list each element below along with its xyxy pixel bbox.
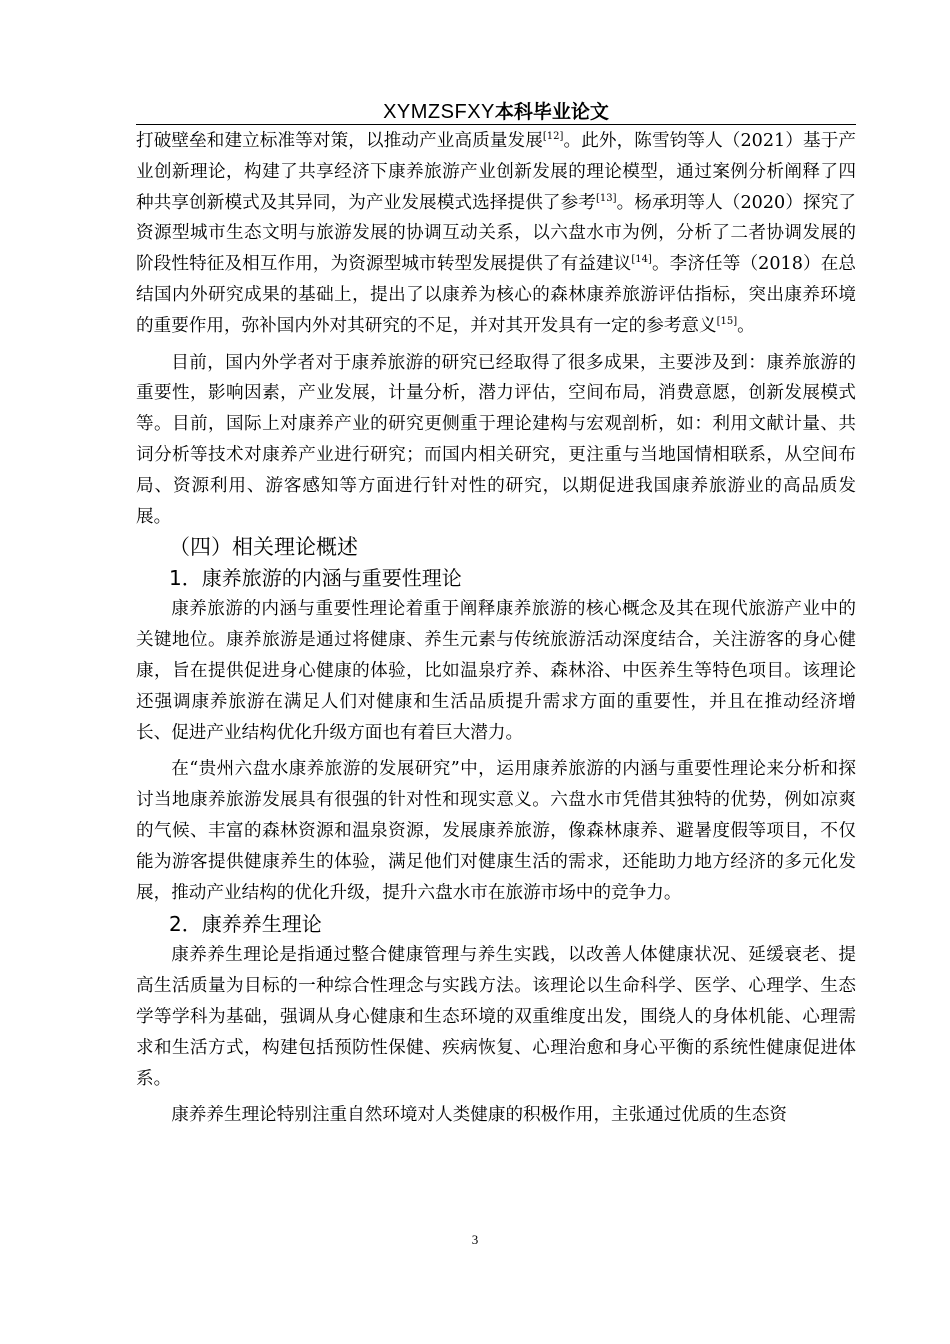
text-run: 。杨承玥等人（2020）探究了资源型城市生态文明与旅游发展的协调互动关系，以六盘水市为例，分析了二者协调发展的阶段性特征及相互作用，为资源型城市转型发展提供了有益建议 <box>136 192 856 275</box>
paragraph-research-summary: 目前，国内外学者对于康养旅游的研究已经取得了很多成果，主要涉及到：康养旅游的重要性，影响因素，产业发展，计量分析，潜力评估，空间布局，消费意愿，创新发展模式等。目前，国际上对康养产业的研究更侧重于理论建构与宏观剖析，如：利用文献计量、共词分析等技术对康养产业进行研究；而国内相关研究，更注重与当地国情相联系，从空间布局、资源利用、游客感知等方面进行针对性的研究，以期促进我国康养旅游业的高品质发展。 <box>136 352 856 527</box>
citation-14: [14] <box>631 254 652 266</box>
header-title: 本科毕业论文 <box>494 101 609 123</box>
citation-12: [12] <box>542 131 564 143</box>
paragraph-liupanshui-application: 在“贵州六盘水康养旅游的发展研究”中，运用康养旅游的内涵与重要性理论来分析和探讨当地康养旅游发展具有很强的针对性和现实意义。六盘水市凭借其独特的优势，例如凉爽的气候、丰富的森林资源和温泉资源，发展康养旅游，像森林康养、避暑度假等项目，不仅能为游客提供健康养生的体验，满足他们对健康生活的需求，还能助力地方经济的多元化发展，推动产业结构的优化升级，提升六盘水市在旅游市场中的竞争力。 <box>136 759 856 903</box>
header-code: XYMZSFXY <box>383 101 495 123</box>
document-body <box>136 126 856 1131</box>
section-heading-related-theory: （四）相关理论概述 <box>169 535 358 560</box>
header-divider <box>136 124 856 125</box>
text-run: 。李济任等（2018）在总结国内外研究成果的基础上，提出了以康养为核心的森林康养旅游评估指标，突出康养环境的重要作用，弥补国内外对其研究的不足，并对其开发具有一定的参考意义 <box>136 254 856 336</box>
page-header <box>136 96 856 126</box>
paragraph-literature-continued <box>136 126 856 342</box>
text-run: 。 <box>737 315 755 336</box>
paragraph-connotation-theory: 康养旅游的内涵与重要性理论着重于阐释康养旅游的核心概念及其在现代旅游产业中的关键地位。康养旅游是通过将健康、养生元素与传统旅游活动深度结合，关注游客的身心健康，旨在提供促进身心健康的体验，比如温泉疗养、森林浴、中医养生等特色项目。该理论还强调康养旅游在满足人们对健康和生活品质提升需求方面的重要性，并且在推动经济增长、促进产业结构优化升级方面也有着巨大潜力。 <box>136 599 856 743</box>
citation-13: [13] <box>595 192 617 204</box>
citation-15: [15] <box>716 315 738 327</box>
page-number: 3 <box>471 1232 479 1247</box>
subheading-connotation-importance: 1．康养旅游的内涵与重要性理论 <box>169 566 462 591</box>
paragraph-natural-environment: 康养养生理论特别注重自然环境对人类健康的积极作用，主张通过优质的生态资 <box>171 1105 787 1126</box>
paragraph-health-preservation-definition: 康养养生理论是指通过整合健康管理与养生实践，以改善人体健康状况、延缓衰老、提高生活质量为目标的一种综合性理念与实践方法。该理论以生命科学、医学、心理学、生态学等学科为基础，强调从身心健康和生态环境的双重维度出发，围绕人的身体机能、心理需求和生活方式，构建包括预防性保健、疾病恢复、心理治愈和身心平衡的系统性健康促进体系。 <box>136 945 856 1089</box>
subheading-health-preservation-theory: 2．康养养生理论 <box>169 912 322 937</box>
text-run: 。此外，陈雪钧等人（2021）基于产业创新理论，构建了共享经济下康养旅游产业创新发展的理论模型，通过案例分析阐释了四种共享创新模式及其异同，为产业发展模式选择提供了参考 <box>136 131 856 213</box>
text-run: 打破壁垒和建立标准等对策，以推动产业高质量发展 <box>136 131 543 151</box>
